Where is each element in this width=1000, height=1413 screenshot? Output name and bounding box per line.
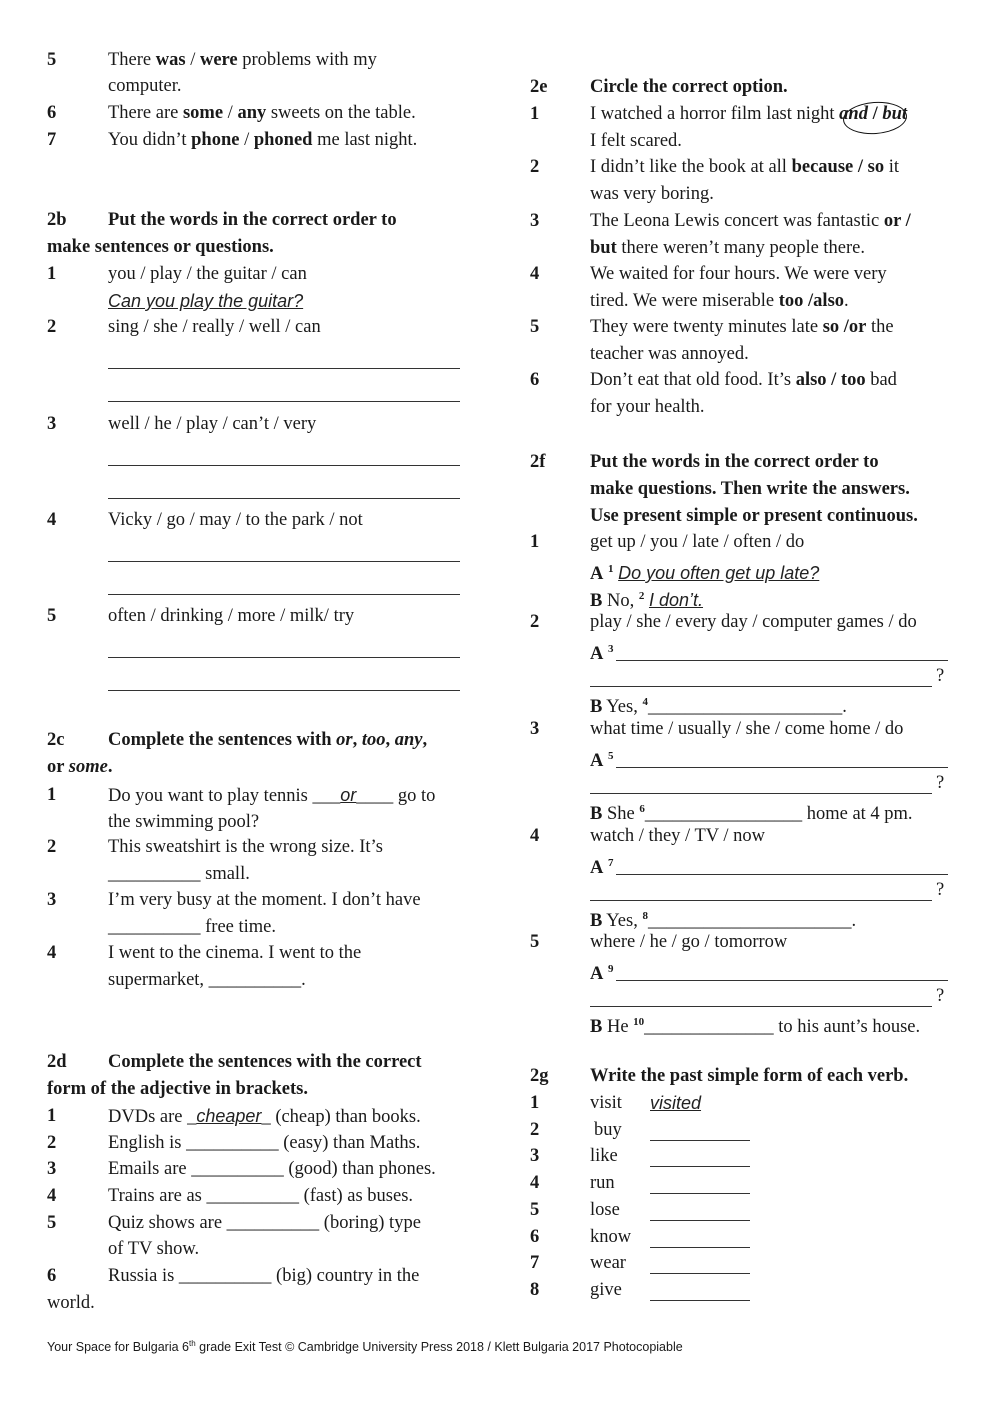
text-segment: Emails are __________ (good) than phones. [108,1159,436,1179]
footer-text: Your Space for Bulgaria 6 [47,1340,189,1355]
answer-b-line [590,691,847,718]
text-segment: We waited for four hours. We were very [590,264,887,284]
gap-number: 6 [639,803,645,815]
text-segment: Don’t eat that old food. It’s [590,370,796,390]
item-number: 1 [47,1106,57,1126]
section-number: 2g [530,1066,549,1086]
text-line [108,863,250,885]
text-segment: . [107,757,113,777]
text-segment: bad [865,370,897,390]
item-number: 3 [47,414,57,434]
text-segment: , [422,730,428,750]
text-line [590,263,887,285]
handwritten-answer: I don’t. [648,590,704,611]
text-segment: because / so [791,157,885,177]
text-line [47,756,112,778]
item-number: 6 [47,1266,57,1286]
text-line [108,1212,421,1234]
footer [47,1339,683,1354]
text-line [108,784,435,807]
text-segment: some [68,757,108,777]
gap-number: 7 [608,857,614,869]
item-number: 6 [530,1227,540,1247]
text-line [108,942,361,964]
item-number: 1 [530,104,540,124]
question-mark: ? [936,880,945,900]
text-segment: or [336,730,353,750]
item-number: 5 [530,1200,540,1220]
text-line [590,237,865,259]
text-segment: You didn’t [108,130,192,150]
text-line [108,1185,413,1207]
text-line [590,369,897,391]
text-segment: There are [108,103,183,123]
item-number: 6 [47,103,57,123]
speaker-b-label: B [590,591,603,612]
item-number: 3 [530,1146,540,1166]
text-segment: world. [47,1293,95,1313]
answer-a-line [590,638,614,665]
item-number: 4 [530,1173,540,1193]
speaker-a-label: A [590,858,604,879]
text-segment: I watched a horror film last night [590,104,840,124]
text-segment: the swimming pool? [108,812,260,832]
text-segment: __________ free time. [108,917,276,937]
text-segment: some [182,103,224,123]
handwritten-answer: Can you play the guitar? [108,291,304,311]
section-title: Complete the sentences with the correct [108,1052,422,1072]
text-segment: / [867,104,883,124]
item-number: 1 [47,785,57,805]
text-line [108,1158,436,1180]
answer-blank: ______________ to his aunt’s house. [644,1017,921,1038]
answer-line [108,465,460,466]
answer-prefix: She [606,804,640,825]
text-line [590,156,899,178]
text-segment: but [590,238,617,258]
section-title: Circle the correct option. [590,77,788,97]
text-segment: . [844,291,849,311]
text-segment: / [185,50,200,70]
text-segment: any [394,730,423,750]
text-line [108,1132,420,1154]
answer-b-line [590,1011,920,1038]
text-segment: problems with my [237,50,377,70]
item-number: 8 [530,1280,540,1300]
answer-line [650,1273,750,1274]
answer-line [590,793,932,794]
verb: give [590,1280,622,1300]
verb: lose [590,1200,620,1220]
item-number: 4 [47,510,57,530]
text-segment: / [223,103,238,123]
question-mark: ? [936,773,945,793]
answer-blank: ______________________. [647,911,857,932]
text-segment: so /or [822,317,867,337]
word-prompt: where / he / go / tomorrow [590,932,788,952]
text-segment: of TV show. [108,1239,200,1259]
handwritten-answer: visited [650,1093,702,1113]
text-line [590,343,749,365]
answer-line [108,401,460,402]
speaker-a-label: A [590,751,604,772]
text-line [108,49,377,71]
answer-b-line [590,798,913,825]
question-mark: ? [936,986,945,1006]
text-line [108,129,417,151]
item-number: 2 [530,612,540,632]
word-prompt: often / drinking / more / milk/ try [108,606,355,626]
item-number: 1 [530,532,540,552]
handwritten-answer: Do you often get up late? [618,563,820,584]
item-number: 4 [530,264,540,284]
verb: buy [594,1120,622,1140]
text-segment: This sweatshirt is the wrong size. It’s [108,837,383,857]
item-number: 3 [530,211,540,231]
answer-blank: _____________________. [647,697,847,718]
item-number: 5 [47,1213,57,1233]
text-segment: it [884,157,899,177]
answer-line [650,1166,750,1167]
text-segment: DVDs are _ [108,1107,197,1127]
answer-a-line [590,852,614,879]
section-number: 2e [530,77,548,97]
answer-line [616,874,948,875]
text-segment: or / [883,211,911,231]
verb: wear [590,1253,626,1273]
text-segment: Quiz shows are __________ (boring) type [108,1213,421,1233]
answer-line [616,660,948,661]
answer-line [590,1006,932,1007]
word-prompt: get up / you / late / often / do [590,532,805,552]
item-number: 2 [530,157,540,177]
text-line [108,889,421,911]
word-prompt: what time / usually / she / come home / do [590,719,904,739]
text-segment: and [839,104,868,124]
answer-line [590,900,932,901]
text-segment: I went to the cinema. I went to the [108,943,362,963]
text-segment: sweets on the table. [266,103,416,123]
text-line [108,1238,199,1260]
text-segment: too /also [778,291,845,311]
gap-number: 5 [608,750,614,762]
speaker-b-label: B [590,1017,603,1038]
text-line [590,290,849,312]
item-number: 3 [47,890,57,910]
word-prompt: well / he / play / can’t / very [108,414,317,434]
text-line [590,316,894,338]
answer-a-line [590,558,819,585]
question-mark: ? [936,666,945,686]
item-number: 5 [47,606,57,626]
text-segment: There [108,50,156,70]
answer-line [650,1247,750,1248]
answer-line [108,498,460,499]
gap-number: 4 [642,696,648,708]
section-title-2: form of the adjective in brackets. [47,1079,308,1099]
section-title: Put the words in the correct order to [590,452,879,472]
speaker-a-label: A [590,644,604,665]
text-line [108,1105,421,1128]
item-number: 3 [530,719,540,739]
text-segment: Complete the sentences with [108,730,337,750]
text-segment: / [239,130,254,150]
text-line [590,103,907,125]
verb: like [590,1146,618,1166]
text-line [590,183,714,205]
answer-line [590,686,932,687]
answer-prefix: Yes, [606,697,643,718]
item-number: 2 [47,1133,57,1153]
answer-line [616,980,948,981]
text-segment: the [866,317,894,337]
item-number: 1 [530,1093,540,1113]
footer-sup: th [189,1339,196,1348]
verb: know [590,1227,632,1247]
answer-line [650,1193,750,1194]
text-segment: , [352,730,362,750]
verb: run [590,1173,615,1193]
text-segment: were [199,50,238,70]
item-number: 5 [530,932,540,952]
word-prompt: play / she / every day / computer games / do [590,612,917,632]
text-segment: tired. We were miserable [590,291,779,311]
text-line [590,210,911,232]
answer-line [108,690,460,691]
text-segment: computer. [108,76,182,96]
text-line [590,396,705,418]
answer-line [108,657,460,658]
text-segment: too [361,730,386,750]
text-segment: I didn’t like the book at all [590,157,792,177]
word-prompt: sing / she / really / well / can [108,317,321,337]
text-segment: Do you want to play tennis ___ [108,786,341,806]
answer-prefix: No, [606,591,639,612]
text-line [108,1265,419,1287]
section-title: Put the words in the correct order to [108,210,397,230]
answer-a-line [590,958,614,985]
answer-prefix: He [606,1017,634,1038]
text-line [108,75,181,97]
text-segment: English is __________ (easy) than Maths. [108,1133,421,1153]
speaker-b-label: B [590,804,603,825]
text-line [108,916,276,938]
text-segment: Trains are as __________ (fast) as buses. [108,1186,414,1206]
text-segment: ____ go to [356,786,436,806]
item-number: 1 [47,264,57,284]
answer-a-line [590,745,614,772]
item-number: 4 [530,826,540,846]
verb: visit [590,1093,622,1113]
text-segment: me last night. [312,130,418,150]
text-segment: was very boring. [590,184,714,204]
text-line [108,836,383,858]
answer-b-line [590,905,856,932]
text-segment: supermarket, __________. [108,970,306,990]
answer-line [108,594,460,595]
answer-blank: _________________ home at 4 pm. [644,804,913,825]
gap-number: 8 [642,910,648,922]
speaker-a-label: A [590,564,604,585]
text-segment: I’m very busy at the moment. I don’t have [108,890,421,910]
speaker-b-label: B [590,697,603,718]
text-line [108,811,259,833]
text-segment: there weren’t many people there. [616,238,866,258]
text-line [108,729,427,751]
section-title: Write the past simple form of each verb. [590,1066,909,1086]
text-segment: also / too [795,370,866,390]
text-segment: or [47,757,69,777]
section-number: 2c [47,730,65,750]
text-segment: phone [191,130,240,150]
gap-number: 1 [608,563,614,575]
text-segment: phoned [253,130,313,150]
answer-line [650,1140,750,1141]
text-segment: The Leona Lewis concert was fantastic [590,211,884,231]
footer-text-2: grade Exit Test © Cambridge University Press 2018 / Klett Bulgaria 2017 Photocopiable [195,1340,683,1355]
word-prompt: Vicky / go / may / to the park / not [108,510,363,530]
text-segment: __________ small. [108,864,250,884]
item-number: 5 [530,317,540,337]
speaker-a-label: A [590,964,604,985]
text-segment: any [237,103,267,123]
handwritten-answer: cheaper [196,1106,262,1126]
item-number: 3 [47,1159,57,1179]
text-segment: for your health. [590,397,705,417]
text-line [108,969,306,991]
answer-line [108,561,460,562]
text-segment: I felt scared. [590,131,682,151]
section-number: 2f [530,452,546,472]
answer-line [650,1300,750,1301]
item-number: 2 [530,1120,540,1140]
item-number: 4 [47,943,57,963]
text-segment: but [882,104,908,124]
gap-number: 9 [608,963,614,975]
word-prompt: you / play / the guitar / can [108,264,307,284]
text-segment: was [155,50,186,70]
answer-line [616,767,948,768]
text-segment: teacher was annoyed. [590,344,749,364]
gap-number: 10 [633,1016,645,1028]
item-number: 7 [47,130,57,150]
text-segment: _ (cheap) than books. [261,1107,421,1127]
section-title-2: make sentences or questions. [47,237,274,257]
word-prompt: watch / they / TV / now [590,826,766,846]
text-segment: Russia is __________ (big) country in the [108,1266,420,1286]
section-number: 2b [47,210,67,230]
text-segment: They were twenty minutes late [590,317,823,337]
section-number: 2d [47,1052,67,1072]
item-number: 6 [530,370,540,390]
item-number: 7 [530,1253,540,1273]
item-number: 2 [47,317,57,337]
text-line [590,130,682,152]
handwritten-answer: or [340,785,357,805]
answer-line [108,368,460,369]
answer-prefix: Yes, [606,911,643,932]
section-title: Use present simple or present continuous. [590,506,918,526]
answer-b-line [590,585,703,612]
gap-number: 3 [608,643,614,655]
answer-line [650,1220,750,1221]
text-line [47,1292,95,1314]
text-line [108,102,416,124]
item-number: 4 [47,1186,57,1206]
section-title: make questions. Then write the answers. [590,479,910,499]
speaker-b-label: B [590,911,603,932]
gap-number: 2 [638,590,645,602]
item-number: 5 [47,50,57,70]
text-segment: , [385,730,395,750]
item-number: 2 [47,837,57,857]
